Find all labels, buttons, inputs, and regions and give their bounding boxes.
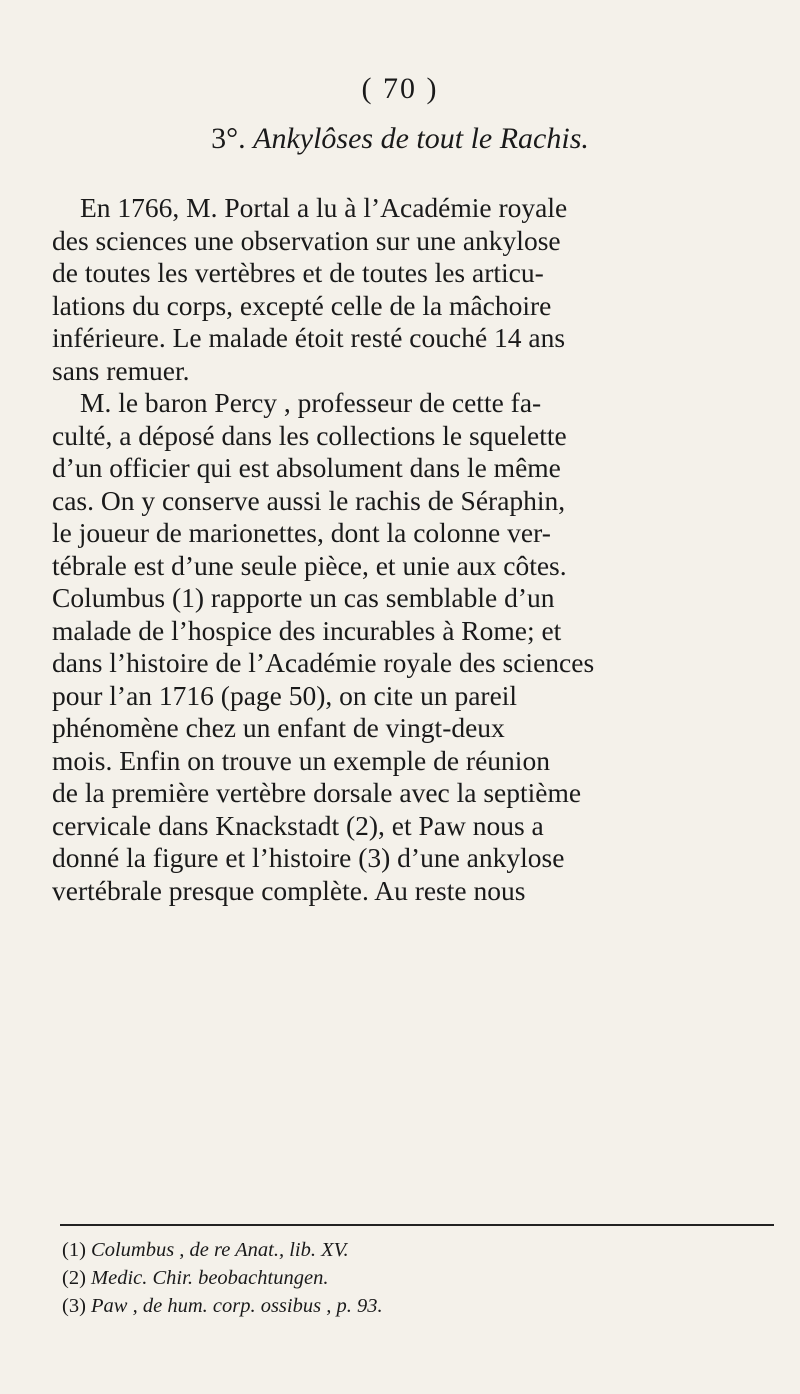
- text-line: culté, a déposé dans les collections le squelette: [52, 419, 567, 451]
- footnote-text: Columbus , de re Anat., lib. XV.: [91, 1239, 349, 1261]
- text-line: le joueur de marionettes, dont la colonne ver-: [52, 517, 551, 548]
- footnote-mark: (1): [62, 1239, 86, 1261]
- text-line: dans l’histoire de l’Académie royale des sciences: [52, 647, 595, 678]
- footnote-text: Paw , de hum. corp. ossibus , p. 93.: [91, 1295, 383, 1317]
- text-line: En 1766, M. Portal a lu à l’Académie royale: [80, 192, 568, 223]
- text-line: Columbus (1) rapporte un cas semblable d’un: [52, 582, 555, 613]
- footnote-mark: (2): [62, 1267, 86, 1289]
- text-line: lations du corps, excepté celle de la mâchoire: [52, 289, 552, 321]
- text-line: phénomène chez un enfant de vingt-deux: [52, 712, 505, 743]
- text-line: de toutes les vertèbres et de toutes les articu-: [52, 257, 544, 288]
- text-line: donné la figure et l’histoire (3) d’une ankylose: [52, 842, 565, 873]
- body-text: [52, 192, 770, 907]
- text-line: pour l’an 1716 (page 50), on cite un pareil: [52, 679, 518, 711]
- section-heading: [0, 122, 800, 156]
- section-number: 3°.: [211, 122, 246, 155]
- footnote-text: Medic. Chir. beobachtungen.: [91, 1267, 329, 1289]
- footnote-divider: [60, 1224, 774, 1226]
- footnote: [62, 1264, 774, 1292]
- text-line: malade de l’hospice des incurables à Rome; et: [52, 614, 562, 646]
- text-line: de la première vertèbre dorsale avec la septième: [52, 777, 582, 808]
- text-line: M. le baron Percy , professeur de cette fa-: [80, 387, 542, 418]
- footnote: [62, 1292, 774, 1320]
- footnotes: [62, 1236, 774, 1320]
- text-line: tébrale est d’une seule pièce, et unie aux côtes.: [52, 549, 567, 581]
- text-line: inférieure. Le malade étoit resté couché 14 ans: [52, 322, 566, 353]
- text-line: d’un officier qui est absolument dans le même: [52, 452, 561, 483]
- footnote: [62, 1236, 774, 1264]
- text-line: cas. On y conserve aussi le rachis de Séraphin,: [52, 484, 566, 516]
- section-title: Ankylôses de tout le Rachis.: [253, 122, 589, 155]
- footnote-mark: (3): [62, 1295, 86, 1317]
- text-line: sans remuer.: [52, 354, 190, 386]
- text-line: des sciences une observation sur une ankylose: [52, 224, 561, 256]
- text-line: vertébrale presque complète. Au reste nous: [52, 874, 526, 906]
- page-number: ( 70 ): [361, 72, 439, 105]
- text-line: mois. Enfin on trouve un exemple de réunion: [52, 744, 550, 776]
- text-line: cervicale dans Knackstadt (2), et Paw nous a: [52, 809, 544, 841]
